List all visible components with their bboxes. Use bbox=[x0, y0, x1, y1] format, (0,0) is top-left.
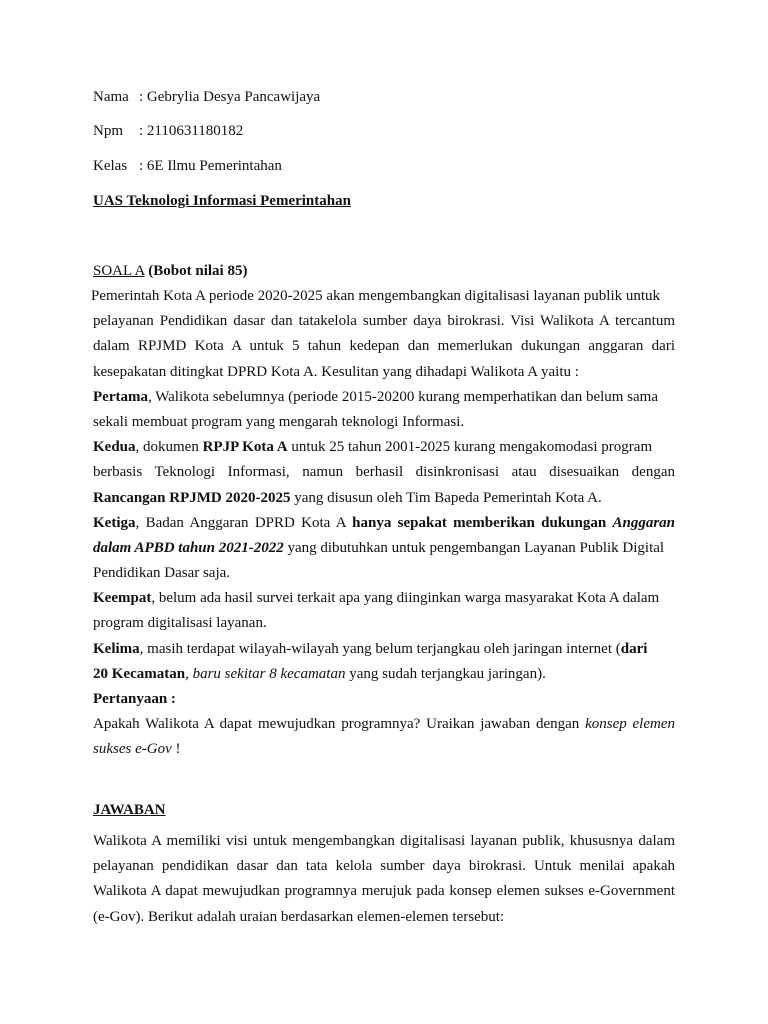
pertama-line-2: sekali membuat program yang mengarah teknologi Informasi. bbox=[93, 413, 465, 430]
pertama-text-1: , Walikota sebelumnya (periode 2015-20200 kurang memperhatikan dan belum sama bbox=[147, 388, 659, 405]
question-konsep: konsep elemen bbox=[585, 716, 675, 733]
intro-line-4: kesepakatan ditingkat DPRD Kota A. Kesulitan yang dihadapi Walikota A yaitu : bbox=[93, 363, 579, 380]
pertama-label: Pertama bbox=[93, 388, 148, 405]
nama-value: : Gebrylia Desya Pancawijaya bbox=[139, 89, 321, 105]
kelas-label: Kelas bbox=[93, 158, 128, 174]
soal-label: SOAL A bbox=[93, 263, 145, 279]
ketiga-sepakat: hanya sepakat memberikan dukungan bbox=[352, 514, 607, 531]
jawaban-line-2: pelayanan pendidikan dasar dan tata kelola sumber daya birokrasi. Untuk menilai apakah bbox=[93, 858, 675, 875]
question-text-d: ! bbox=[171, 741, 181, 758]
npm-value: : 2110631180182 bbox=[139, 123, 244, 139]
ketiga-anggaran: Anggaran bbox=[612, 514, 676, 531]
npm-label: Npm bbox=[93, 123, 123, 139]
keempat-text-1: , belum ada hasil survei terkait apa yang diinginkan warga masyarakat Kota A dalam bbox=[151, 590, 660, 607]
intro-line-2: pelayanan Pendidikan dasar dan tatakelola sumber daya birokrasi. Visi Walikota A tercantum bbox=[93, 313, 675, 330]
ketiga-text-a: , Badan Anggaran DPRD Kota A bbox=[135, 514, 353, 531]
ketiga-apbd: dalam APBD tahun 2021-2022 bbox=[93, 539, 284, 556]
kedua-rpjp: RPJP Kota A bbox=[202, 439, 288, 456]
ketiga-line-3: Pendidikan Dasar saja. bbox=[93, 565, 231, 582]
kelas-value: : 6E Ilmu Pemerintahan bbox=[139, 158, 282, 174]
question-text-a: Apakah Walikota A dapat mewujudkan programnya? Uraikan jawaban dengan bbox=[93, 716, 586, 733]
kelima-kecamatan: 20 Kecamatan bbox=[93, 665, 186, 682]
jawaban-heading: JAWABAN bbox=[93, 802, 166, 818]
kelima-text-f: yang sudah terjangkau jaringan). bbox=[345, 665, 546, 682]
kedua-line-1 bbox=[93, 435, 675, 460]
pertanyaan-label-line bbox=[93, 687, 675, 712]
jawaban-body bbox=[93, 829, 675, 930]
kelima-line-1 bbox=[93, 637, 675, 662]
question-line-1 bbox=[93, 712, 675, 737]
pertanyaan-label: Pertanyaan : bbox=[93, 691, 176, 707]
ketiga-text-e: yang dibutuhkan untuk pengembangan Layanan Publik Digital bbox=[283, 539, 665, 556]
keempat-label: Keempat bbox=[93, 590, 152, 607]
intro-line-1: Pemerintah Kota A periode 2020-2025 akan mengembangkan digitalisasi layanan publik untuk bbox=[91, 288, 661, 304]
kelima-line-2 bbox=[93, 662, 675, 687]
kedua-label: Kedua bbox=[93, 439, 136, 456]
kelima-text-d: , bbox=[185, 665, 193, 682]
question-line-2 bbox=[93, 737, 675, 762]
jawaban-line-4: (e-Gov). Berikut adalah uraian berdasarkan elemen-elemen tersebut: bbox=[93, 908, 505, 925]
kedua-text-a: , dokumen bbox=[135, 439, 203, 456]
ketiga-line-1 bbox=[93, 511, 675, 536]
jawaban-line-3: Walikota A dapat mewujudkan programnya merujuk pada konsep elemen sukses e-Government bbox=[93, 883, 675, 900]
kelima-text-a: , masih terdapat wilayah-wilayah yang belum terjangkau oleh jaringan internet ( bbox=[139, 640, 621, 657]
kelima-label: Kelima bbox=[93, 640, 140, 657]
ketiga-line-2 bbox=[93, 536, 675, 561]
soal-weight: (Bobot nilai 85) bbox=[148, 263, 248, 279]
nama-label: Nama bbox=[93, 89, 129, 105]
keempat-line-1 bbox=[93, 586, 675, 611]
ketiga-label: Ketiga bbox=[93, 514, 136, 531]
kedua-line-2: berbasis Teknologi Informasi, namun berhasil disinkronisasi atau disesuaikan dengan bbox=[93, 464, 675, 481]
kedua-rancangan: Rancangan RPJMD 2020-2025 bbox=[93, 489, 291, 506]
soal-heading bbox=[93, 262, 247, 280]
question-egov: sukses e-Gov bbox=[93, 741, 172, 758]
kedua-line-3 bbox=[93, 486, 675, 511]
intro-line-3: dalam RPJMD Kota A untuk 5 tahun kedepan dan memerlukan dukungan anggaran dari bbox=[93, 338, 675, 355]
kedua-text-e: yang disusun oleh Tim Bapeda Pemerintah Kota A. bbox=[290, 489, 602, 506]
keempat-line-2: program digitalisasi layanan. bbox=[93, 615, 267, 632]
kelima-baru: baru sekitar 8 kecamatan bbox=[192, 665, 346, 682]
kelima-dari: dari bbox=[620, 640, 648, 657]
jawaban-line-1: Walikota A memiliki visi untuk mengembangkan digitalisasi layanan publik, khususnya dalam bbox=[93, 833, 675, 849]
kedua-text-c: untuk 25 tahun 2001-2025 kurang mengakomodasi program bbox=[287, 439, 653, 456]
document-title: UAS Teknologi Informasi Pemerintahan bbox=[93, 193, 351, 209]
pertama-line-1 bbox=[93, 385, 675, 410]
soal-body bbox=[93, 284, 675, 763]
